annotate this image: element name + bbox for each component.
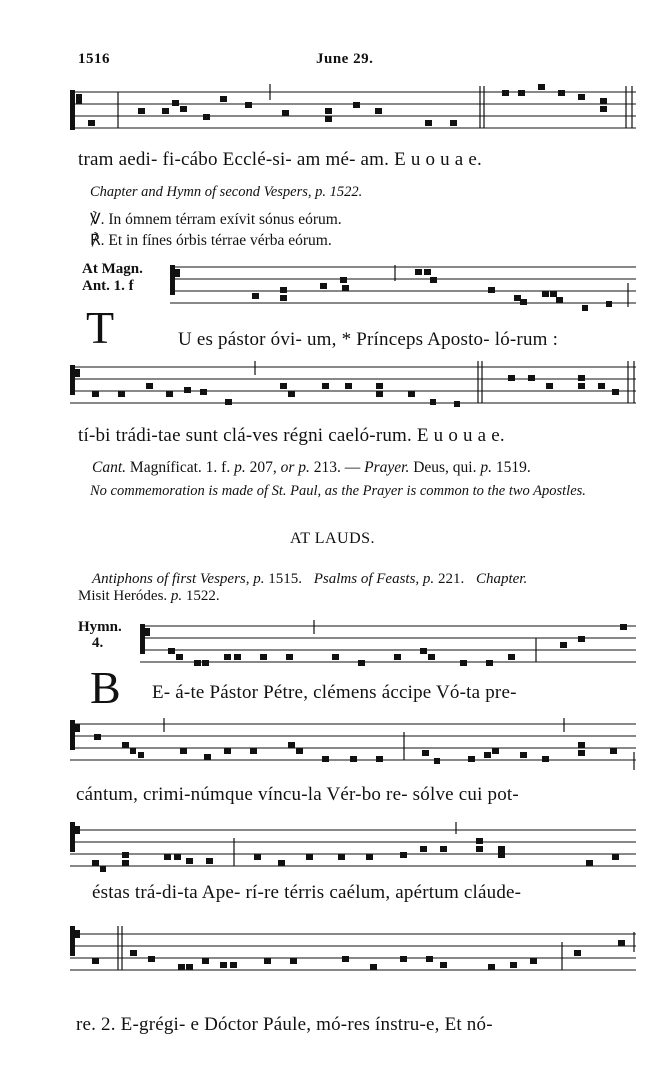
canticle-or: or p. bbox=[280, 459, 310, 476]
commemoration-note: No commemoration is made of St. Paul, as the Prayer is common to the two Apostles. bbox=[90, 483, 586, 499]
canticle-page-2: 213. — bbox=[313, 459, 365, 476]
chapter-page-prefix: p. bbox=[170, 588, 183, 604]
chapter-page: 1522. bbox=[185, 588, 220, 604]
music-staff-7 bbox=[70, 922, 640, 986]
running-head-date: June 29. bbox=[316, 51, 374, 67]
lyrics-line-1: tram aedi- fi-cábo Ecclé-si- am mé- am. E u o u a e. bbox=[78, 149, 482, 170]
magnificat-label: At Magn. bbox=[82, 261, 143, 277]
music-staff-3 bbox=[70, 355, 640, 419]
music-staff-2 bbox=[170, 255, 640, 319]
versicle-symbol: ℣. bbox=[90, 211, 105, 228]
psalms-page: 221. bbox=[437, 571, 465, 587]
drop-cap-b: B bbox=[90, 662, 121, 713]
canticle-page-prefix: p. bbox=[234, 459, 246, 476]
canticle-label: Cant. bbox=[92, 459, 127, 476]
drop-cap-t: T bbox=[86, 302, 115, 353]
antiphons-label: Antiphons of first Vespers, p. bbox=[92, 571, 265, 587]
lauds-heading: AT LAUDS. bbox=[289, 530, 376, 547]
response-symbol: ℟. bbox=[90, 232, 105, 249]
lyrics-line-4: E- á-te Pástor Pétre, clémens áccipe Vó-ta pre- bbox=[152, 682, 517, 703]
psalms-label: Psalms of Feasts, p. bbox=[313, 571, 435, 587]
hymn-label: Hymn. bbox=[78, 619, 122, 635]
page-number: 1516 bbox=[78, 51, 110, 67]
prayer-text: Deus, qui. bbox=[409, 459, 477, 476]
lyrics-line-7: re. 2. E-grégi- e Dóctor Páule, mó-res ínstru-e, Et nó- bbox=[76, 1014, 493, 1035]
lyrics-line-5: cántum, crimi-númque víncu-la Vér-bo re- sólve cui pot- bbox=[76, 784, 519, 805]
versicle-text: In ómnem térram exívit sónus eórum. bbox=[108, 211, 342, 228]
prayer-page: 1519. bbox=[495, 459, 531, 476]
lyrics-line-2: U es pástor óvi- um, * Prínceps Aposto- ló-rum : bbox=[178, 329, 559, 350]
antiphon-label: Ant. 1. f bbox=[82, 278, 134, 294]
hymn-mode: 4. bbox=[92, 635, 104, 651]
canticle-reference bbox=[92, 459, 531, 477]
lauds-chapter-line bbox=[78, 588, 220, 605]
chapter-hymn-reference: Chapter and Hymn of second Vespers, p. 1522. bbox=[90, 184, 363, 200]
prayer-label: Prayer. bbox=[364, 459, 410, 476]
response-line bbox=[90, 231, 332, 250]
canticle-page-1: 207, bbox=[249, 459, 277, 476]
antiphons-page: 1515. bbox=[268, 571, 303, 587]
response-text: Et in fínes órbis térrae vérba eórum. bbox=[108, 232, 332, 249]
prayer-page-prefix: p. bbox=[480, 459, 492, 476]
chapter-text: Misit Heródes. bbox=[78, 588, 168, 604]
music-staff-5 bbox=[70, 712, 640, 776]
versicle-line bbox=[90, 210, 342, 229]
music-staff-6 bbox=[70, 818, 640, 882]
music-staff-1 bbox=[70, 80, 640, 144]
lauds-antiphons-line bbox=[92, 571, 527, 588]
chapter-label: Chapter. bbox=[475, 571, 528, 587]
lyrics-line-6: éstas trá-di-ta Ape- rí-re térris caélum, apértum cláude- bbox=[92, 882, 522, 903]
canticle-text: Magníficat. 1. f. bbox=[129, 459, 231, 476]
lyrics-line-3: tí-bi trádi-tae sunt clá-ves régni caeló-rum. E u o u a e. bbox=[78, 425, 505, 446]
music-staff-4 bbox=[140, 614, 640, 678]
